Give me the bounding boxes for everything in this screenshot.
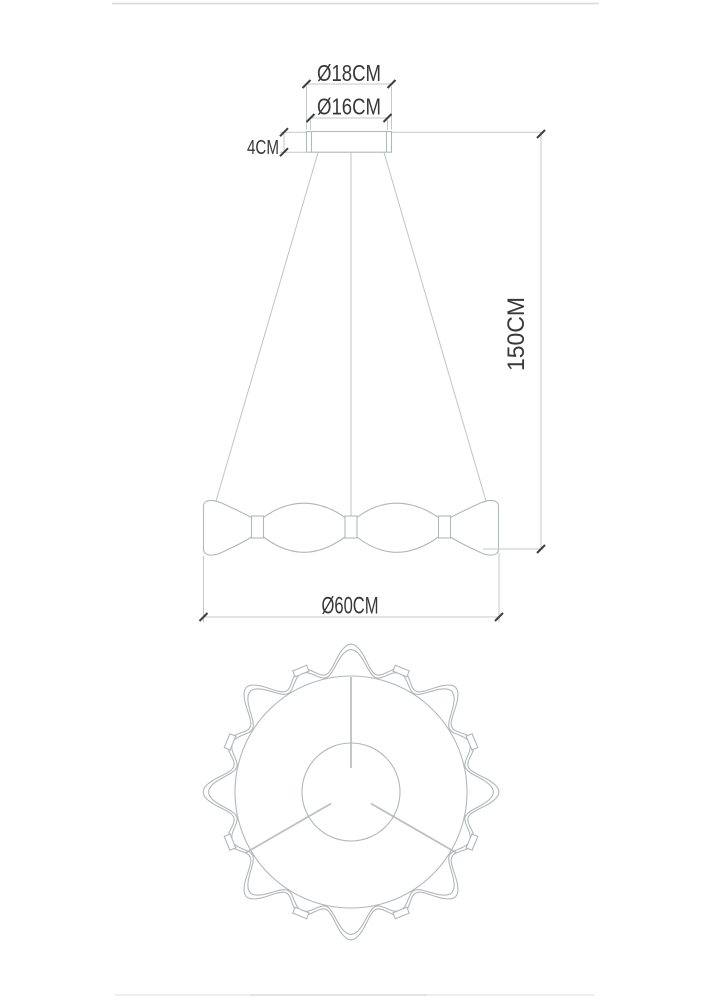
suspension-wire-left — [216, 153, 318, 502]
shade-joint-connector-front — [439, 516, 451, 538]
ceiling-canopy — [307, 132, 392, 153]
top-plan-view — [203, 644, 499, 940]
front-elevation-view — [200, 60, 546, 623]
shade-joint-connector-plan — [224, 834, 236, 850]
dim-label-canopy-height: 4CM — [247, 137, 279, 159]
shade-joint-connector-plan — [393, 907, 409, 919]
shade-joint-connector-plan — [466, 834, 478, 850]
dim-label-canopy-outer: Ø18CM — [317, 60, 381, 86]
shade-joint-connector-front — [252, 516, 264, 538]
shade-joint-connector-plan — [466, 734, 478, 750]
shade-joint-connector-front — [345, 516, 357, 538]
shade-joint-connector-plan — [293, 907, 309, 919]
dim-label-shade-diameter: Ø60CM — [321, 592, 379, 620]
dim-label-canopy-inner: Ø16CM — [317, 93, 381, 120]
suspension-wire-right — [384, 153, 486, 502]
shade-joint-connector-plan — [393, 665, 409, 677]
shade-joint-connector-plan — [224, 734, 236, 750]
dim-label-suspension-length: 150CM — [503, 293, 530, 371]
shade-joint-connector-plan — [293, 665, 309, 677]
